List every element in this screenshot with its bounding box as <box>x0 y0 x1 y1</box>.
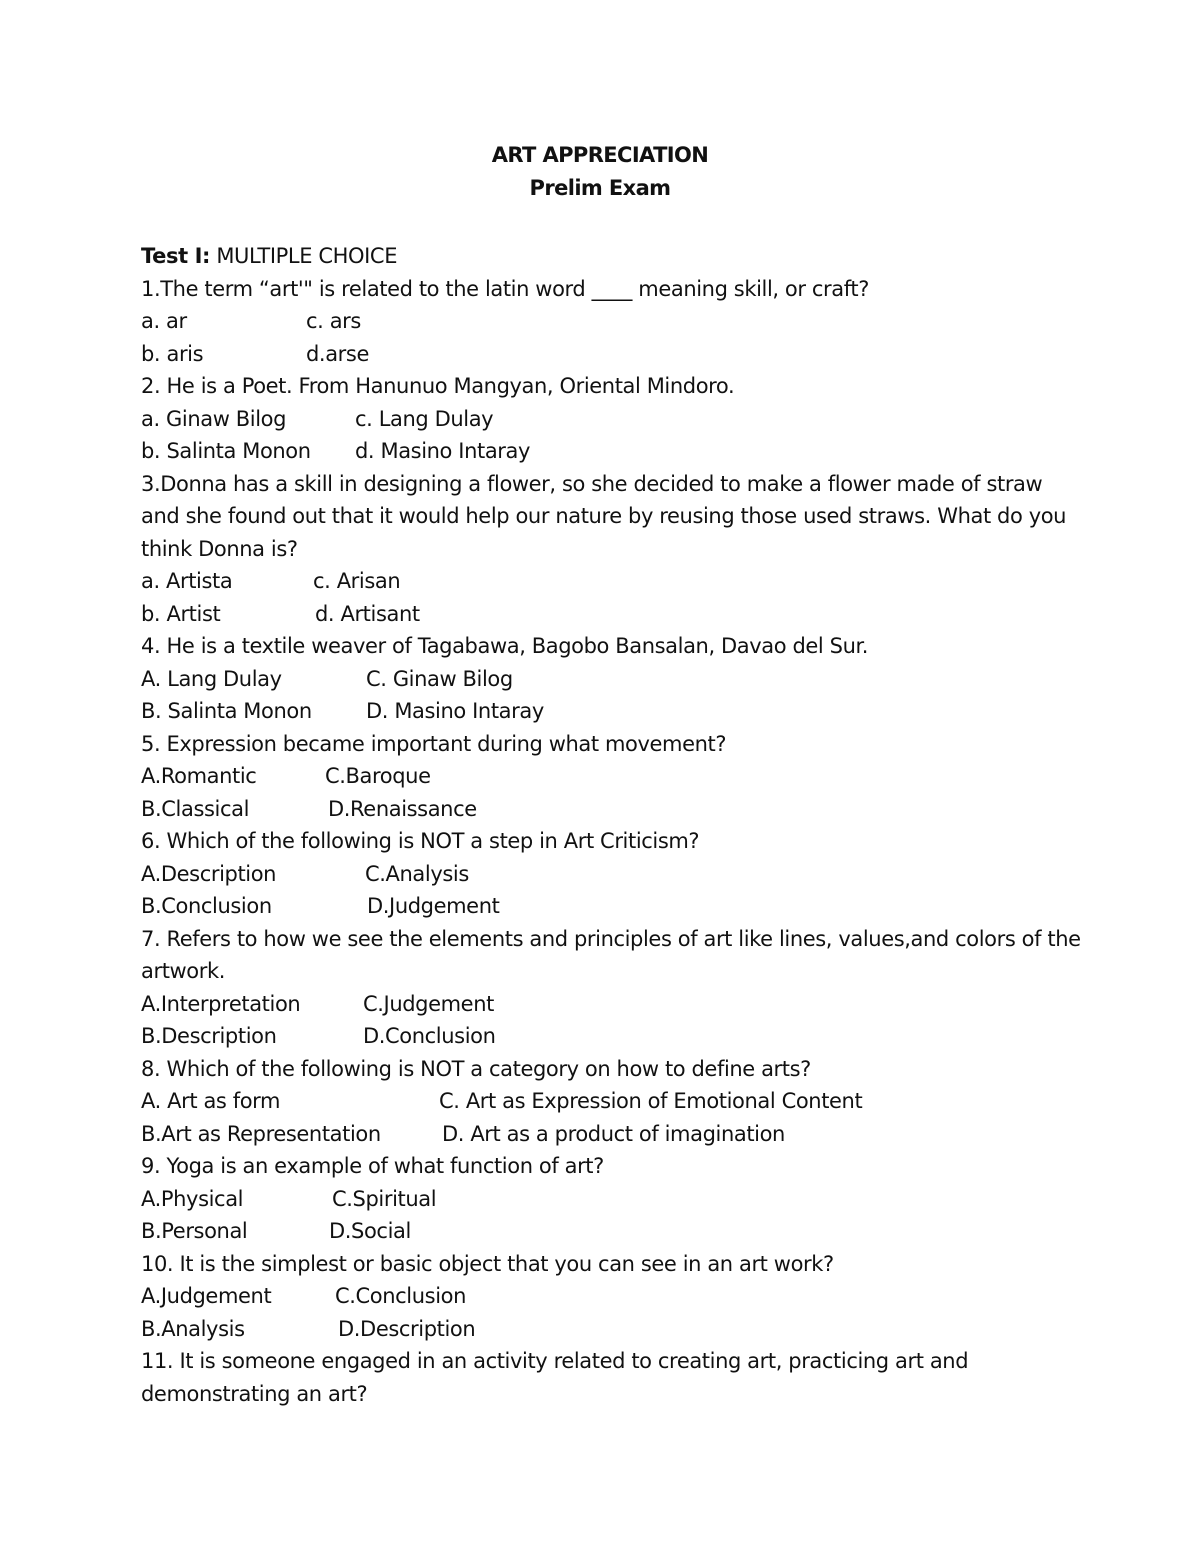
choice-option: C.Judgement <box>363 991 494 1016</box>
choice-row <box>141 305 1081 338</box>
choice-row <box>141 598 1081 631</box>
test-label: Test I: <box>141 244 211 268</box>
choice-row <box>141 403 1081 436</box>
question-text: 6. Which of the following is NOT a step in Art Criticism? <box>141 829 700 853</box>
choice-option: d.arse <box>306 341 369 366</box>
choice-option: c. Arisan <box>313 569 401 593</box>
choice-option: D.Social <box>329 1219 411 1243</box>
choice-row <box>141 1085 1081 1118</box>
choice-option: C.Conclusion <box>335 1284 466 1308</box>
question-text: 3.Donna has a skill in designing a flower, so she decided to make a flower made of straw and she found out that it would help our nature by reusing those used straws. What do you think Donna is? <box>141 471 1067 561</box>
choice-option: B. Salinta Monon <box>141 699 312 723</box>
choice-row <box>141 695 1081 728</box>
choice-option: b. Salinta Monon <box>141 439 311 463</box>
choice-option: d. Artisant <box>315 601 420 626</box>
question-text: 8. Which of the following is NOT a category on how to define arts? <box>141 1056 811 1081</box>
choice-option: A.Interpretation <box>141 991 301 1016</box>
choice-row <box>141 890 1081 923</box>
question-text: 9. Yoga is an example of what function of art? <box>141 1154 604 1178</box>
question-text: 11. It is someone engaged in an activity related to creating art, practicing art and demonstrating an art? <box>141 1349 969 1406</box>
choice-option: D.Description <box>338 1316 476 1341</box>
question-text: 1.The term “art'" is related to the latin word ____ meaning skill, or craft? <box>141 276 869 301</box>
choice-row <box>141 1118 1081 1151</box>
choice-row <box>141 1183 1081 1216</box>
choice-option: B.Description <box>141 1024 277 1048</box>
question-text: 5. Expression became important during what movement? <box>141 731 727 756</box>
choice-row <box>141 1020 1081 1053</box>
choice-option: B.Classical <box>141 796 250 821</box>
choice-option: c. Lang Dulay <box>355 406 494 431</box>
question-text: 7. Refers to how we see the elements and principles of art like lines, values,and colors of the artwork. <box>141 926 1081 983</box>
choice-row <box>141 435 1081 468</box>
choice-row <box>141 988 1081 1021</box>
test-heading <box>141 240 1081 273</box>
choice-option: D. Masino Intaray <box>366 699 544 723</box>
choice-row <box>141 760 1081 793</box>
choice-option: a. Artista <box>141 569 233 593</box>
choice-option: A.Description <box>141 861 277 886</box>
choice-row <box>141 565 1081 598</box>
document-title: ART APPRECIATION <box>491 143 709 167</box>
exam-body <box>141 240 1081 1410</box>
choice-option: B.Conclusion <box>141 894 272 918</box>
choice-row <box>141 1215 1081 1248</box>
choice-option: B.Art as Representation <box>141 1121 381 1146</box>
choice-option: B.Analysis <box>141 1316 245 1341</box>
choice-option: C. Art as Expression of Emotional Content <box>439 1089 863 1113</box>
choice-row <box>141 1280 1081 1313</box>
choice-option: d. Masino Intaray <box>355 439 531 463</box>
choice-option: a. Ginaw Bilog <box>141 406 287 431</box>
choice-option: a. ar <box>141 309 187 333</box>
test-type: MULTIPLE CHOICE <box>210 244 398 268</box>
question-text: 10. It is the simplest or basic object that you can see in an art work? <box>141 1251 834 1276</box>
choice-row <box>141 663 1081 696</box>
document-subtitle: Prelim Exam <box>529 176 671 200</box>
choice-option: D. Art as a product of imagination <box>442 1121 785 1146</box>
choice-row <box>141 1313 1081 1346</box>
choice-option: A. Lang Dulay <box>141 666 282 691</box>
choice-option: C.Spiritual <box>332 1186 437 1211</box>
choice-option: B.Personal <box>141 1219 248 1243</box>
choice-option: A.Judgement <box>141 1284 272 1308</box>
choice-option: c. ars <box>306 309 361 333</box>
choice-option: C. Ginaw Bilog <box>366 666 513 691</box>
choice-option: D.Renaissance <box>328 796 477 821</box>
question-text: 2. He is a Poet. From Hanunuo Mangyan, Oriental Mindoro. <box>141 374 735 398</box>
choice-option: A.Romantic <box>141 764 257 788</box>
choice-row <box>141 338 1081 371</box>
choice-option: D.Judgement <box>367 894 500 918</box>
choice-option: A. Art as form <box>141 1089 281 1113</box>
choice-option: A.Physical <box>141 1186 244 1211</box>
choice-option: C.Analysis <box>365 861 469 886</box>
question-text: 4. He is a textile weaver of Tagabawa, Bagobo Bansalan, Davao del Sur. <box>141 634 869 658</box>
choice-option: b. aris <box>141 341 204 366</box>
choice-row <box>141 858 1081 891</box>
choice-option: D.Conclusion <box>363 1024 496 1048</box>
choice-option: b. Artist <box>141 601 221 626</box>
choice-option: C.Baroque <box>325 764 431 788</box>
choice-row <box>141 793 1081 826</box>
